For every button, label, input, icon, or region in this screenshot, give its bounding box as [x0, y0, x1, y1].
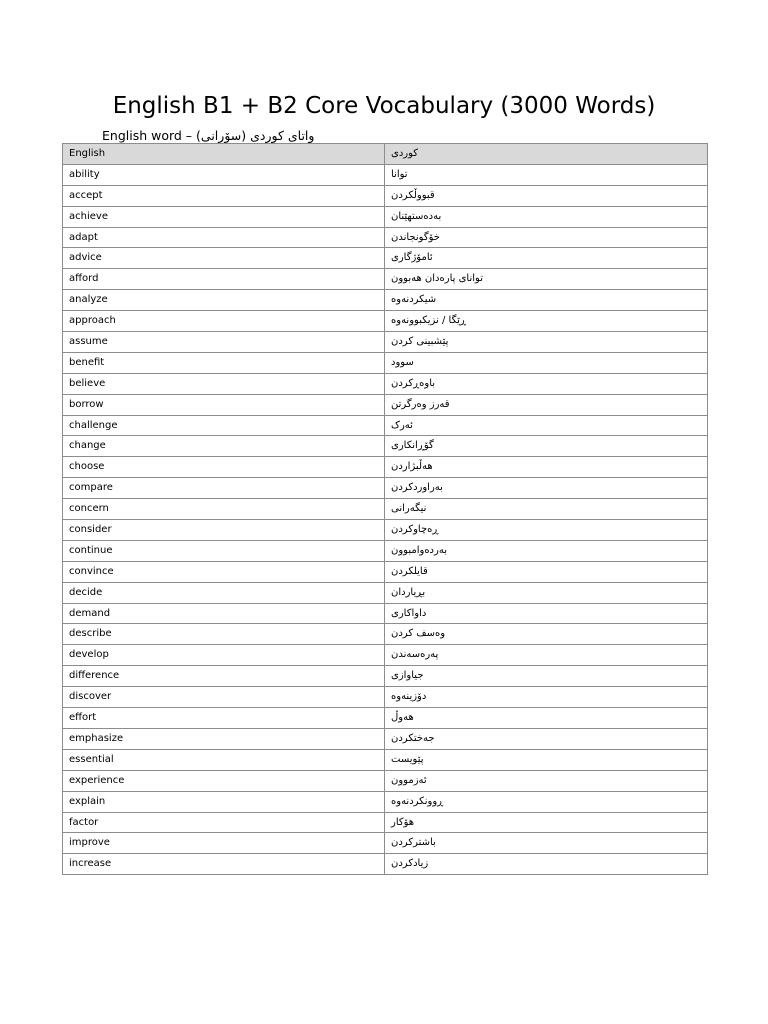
english-word-cell: achieve	[63, 206, 385, 227]
english-word-cell: advice	[63, 248, 385, 269]
english-word-cell: believe	[63, 373, 385, 394]
english-word-cell: continue	[63, 540, 385, 561]
header-kurdish: کوردی	[385, 144, 708, 165]
table-row	[63, 854, 708, 875]
english-word-cell: analyze	[63, 290, 385, 311]
kurdish-translation-cell: هۆکار	[385, 812, 708, 833]
table-row	[63, 373, 708, 394]
table-row	[63, 728, 708, 749]
kurdish-translation-cell: پەرەسەندن	[385, 645, 708, 666]
english-word-cell: experience	[63, 770, 385, 791]
english-word-cell: discover	[63, 687, 385, 708]
table-row	[63, 394, 708, 415]
header-english: English	[63, 144, 385, 165]
table-row	[63, 206, 708, 227]
english-word-cell: convince	[63, 561, 385, 582]
english-word-cell: demand	[63, 603, 385, 624]
table-row	[63, 457, 708, 478]
table-row	[63, 687, 708, 708]
kurdish-translation-cell: شیکردنەوە	[385, 290, 708, 311]
english-word-cell: challenge	[63, 415, 385, 436]
english-word-cell: borrow	[63, 394, 385, 415]
table-row	[63, 415, 708, 436]
table-row	[63, 603, 708, 624]
kurdish-translation-cell: بەدەستهێنان	[385, 206, 708, 227]
kurdish-translation-cell: پێویست	[385, 749, 708, 770]
kurdish-translation-cell: وەسف کردن	[385, 624, 708, 645]
english-word-cell: concern	[63, 499, 385, 520]
english-word-cell: assume	[63, 332, 385, 353]
kurdish-translation-cell: قبووڵکردن	[385, 185, 708, 206]
table-row	[63, 770, 708, 791]
table-row	[63, 436, 708, 457]
kurdish-translation-cell: بەراوردکردن	[385, 478, 708, 499]
header-row	[63, 144, 708, 165]
kurdish-translation-cell: قایلکردن	[385, 561, 708, 582]
table-caption: English word – واتای کوردی (سۆرانی)	[102, 128, 315, 143]
kurdish-translation-cell: باشترکردن	[385, 833, 708, 854]
table-row	[63, 311, 708, 332]
kurdish-translation-cell: ئامۆژگاری	[385, 248, 708, 269]
english-word-cell: consider	[63, 520, 385, 541]
english-word-cell: change	[63, 436, 385, 457]
english-word-cell: approach	[63, 311, 385, 332]
kurdish-translation-cell: جیاوازی	[385, 666, 708, 687]
table-row	[63, 708, 708, 729]
table-row	[63, 269, 708, 290]
kurdish-translation-cell: داواکاری	[385, 603, 708, 624]
english-word-cell: increase	[63, 854, 385, 875]
english-word-cell: essential	[63, 749, 385, 770]
table-row	[63, 520, 708, 541]
table-row	[63, 749, 708, 770]
kurdish-translation-cell: هەڵبژاردن	[385, 457, 708, 478]
english-word-cell: factor	[63, 812, 385, 833]
kurdish-translation-cell: توانا	[385, 164, 708, 185]
table-row	[63, 332, 708, 353]
table-body	[63, 164, 708, 874]
vocabulary-table	[62, 143, 708, 875]
english-word-cell: improve	[63, 833, 385, 854]
english-word-cell: emphasize	[63, 728, 385, 749]
table-row	[63, 812, 708, 833]
english-word-cell: ability	[63, 164, 385, 185]
table-row	[63, 352, 708, 373]
english-word-cell: choose	[63, 457, 385, 478]
english-word-cell: afford	[63, 269, 385, 290]
table-row	[63, 666, 708, 687]
kurdish-translation-cell: جەختکردن	[385, 728, 708, 749]
english-word-cell: benefit	[63, 352, 385, 373]
table-row	[63, 248, 708, 269]
english-word-cell: explain	[63, 791, 385, 812]
english-word-cell: adapt	[63, 227, 385, 248]
kurdish-translation-cell: سوود	[385, 352, 708, 373]
table-row	[63, 227, 708, 248]
table-header	[63, 144, 708, 165]
kurdish-translation-cell: قەرز وەرگرتن	[385, 394, 708, 415]
kurdish-translation-cell: بڕیاردان	[385, 582, 708, 603]
kurdish-translation-cell: پێشبینی کردن	[385, 332, 708, 353]
kurdish-translation-cell: هەوڵ	[385, 708, 708, 729]
kurdish-translation-cell: ئەزموون	[385, 770, 708, 791]
kurdish-translation-cell: ڕوونکردنەوە	[385, 791, 708, 812]
english-word-cell: difference	[63, 666, 385, 687]
kurdish-translation-cell: ئەرک	[385, 415, 708, 436]
document-title: English B1 + B2 Core Vocabulary (3000 Words)	[112, 93, 656, 119]
english-word-cell: decide	[63, 582, 385, 603]
table-row	[63, 624, 708, 645]
table-row	[63, 540, 708, 561]
kurdish-translation-cell: توانای پارەدان هەبوون	[385, 269, 708, 290]
kurdish-translation-cell: ڕێگا / نزیکبوونەوە	[385, 311, 708, 332]
table-row	[63, 290, 708, 311]
table-row	[63, 645, 708, 666]
table-row	[63, 791, 708, 812]
table-row	[63, 561, 708, 582]
table-row	[63, 499, 708, 520]
kurdish-translation-cell: خۆگونجاندن	[385, 227, 708, 248]
kurdish-translation-cell: ڕەچاوکردن	[385, 520, 708, 541]
kurdish-translation-cell: باوەڕکردن	[385, 373, 708, 394]
kurdish-translation-cell: بەردەوامبوون	[385, 540, 708, 561]
kurdish-translation-cell: زیادکردن	[385, 854, 708, 875]
table-row	[63, 582, 708, 603]
kurdish-translation-cell: دۆزینەوە	[385, 687, 708, 708]
english-word-cell: effort	[63, 708, 385, 729]
kurdish-translation-cell: گۆڕانکاری	[385, 436, 708, 457]
table-row	[63, 833, 708, 854]
english-word-cell: develop	[63, 645, 385, 666]
english-word-cell: compare	[63, 478, 385, 499]
english-word-cell: describe	[63, 624, 385, 645]
table-row	[63, 164, 708, 185]
table-row	[63, 185, 708, 206]
table-row	[63, 478, 708, 499]
english-word-cell: accept	[63, 185, 385, 206]
kurdish-translation-cell: نیگەرانی	[385, 499, 708, 520]
